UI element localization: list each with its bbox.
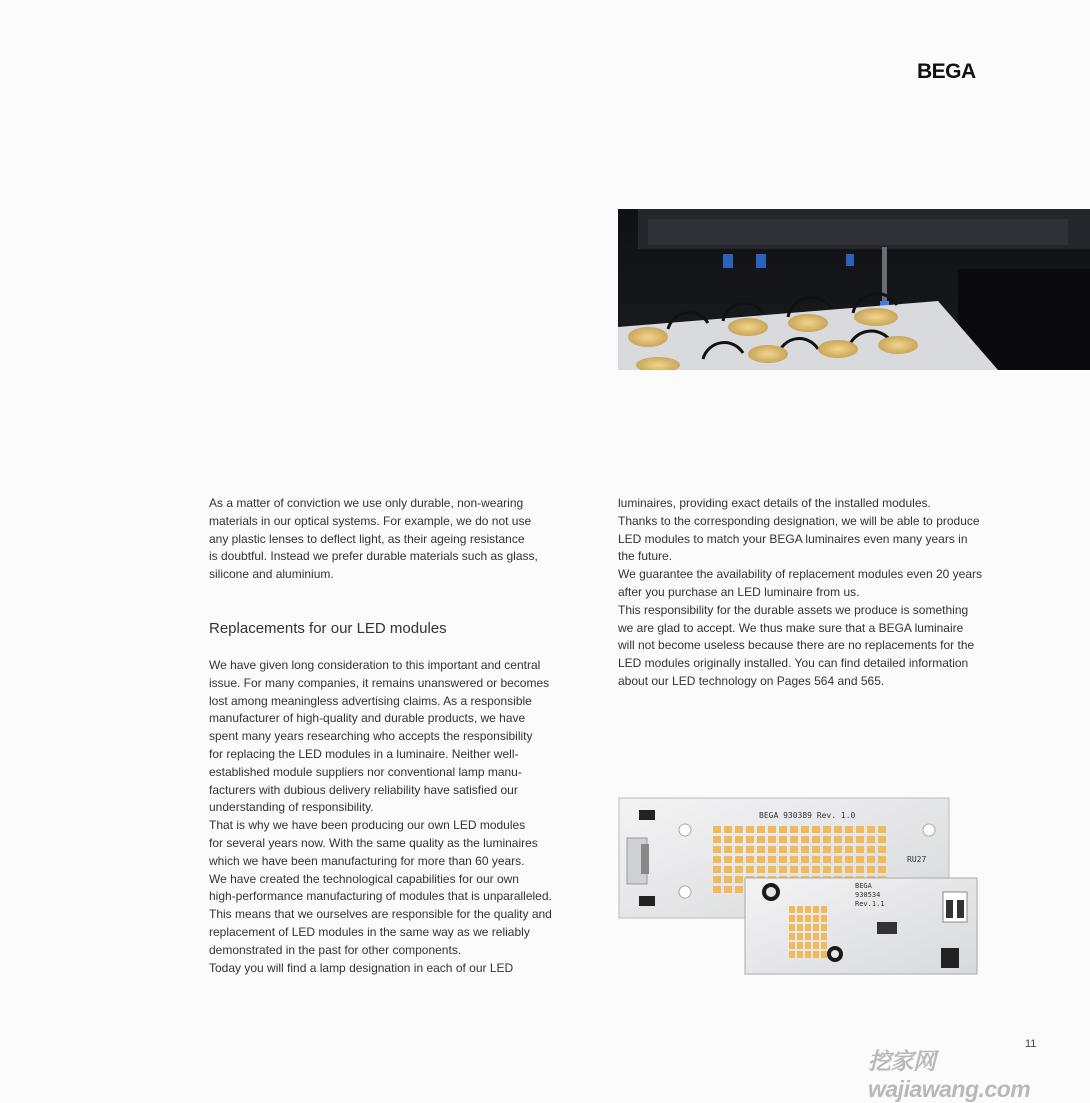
led-chip bbox=[821, 942, 827, 949]
led-chip bbox=[713, 846, 721, 853]
led-chip bbox=[812, 826, 820, 833]
led-chip bbox=[805, 942, 811, 949]
text-line: replacement of LED modules in the same way as we reliably bbox=[209, 924, 530, 939]
text-line: LED modules to match your BEGA luminaires even many years in bbox=[618, 531, 968, 546]
led-chip bbox=[813, 951, 819, 958]
led-chip bbox=[724, 876, 732, 883]
led-chip bbox=[789, 915, 795, 922]
led-chip bbox=[812, 856, 820, 863]
text-line: we are glad to accept. We thus make sure that a BEGA luminaire bbox=[618, 620, 964, 635]
led-chip bbox=[812, 836, 820, 843]
led-chip bbox=[779, 856, 787, 863]
led-chip bbox=[845, 856, 853, 863]
led-chip bbox=[713, 866, 721, 873]
text-line: This means that we ourselves are responsible for the quality and bbox=[209, 907, 552, 922]
led-chip bbox=[867, 866, 875, 873]
text-line: any plastic lenses to deflect light, as their ageing resistance bbox=[209, 531, 525, 546]
production-photo bbox=[618, 209, 1090, 370]
text-line: facturers with dubious delivery reliability have satisfied our bbox=[209, 782, 518, 797]
led-chip bbox=[867, 856, 875, 863]
led-chip bbox=[713, 836, 721, 843]
led-chip bbox=[735, 846, 743, 853]
text-line: luminaires, providing exact details of the installed modules. bbox=[618, 496, 931, 510]
led-chip bbox=[757, 826, 765, 833]
led-chip bbox=[779, 826, 787, 833]
led-chip bbox=[856, 866, 864, 873]
led-chip bbox=[797, 915, 803, 922]
led-chip bbox=[813, 933, 819, 940]
page-number: 11 bbox=[1025, 1038, 1037, 1050]
led-chip bbox=[801, 846, 809, 853]
led-chip bbox=[790, 826, 798, 833]
led-chip bbox=[867, 826, 875, 833]
led-chip bbox=[813, 915, 819, 922]
led-chip bbox=[821, 915, 827, 922]
led-chip bbox=[834, 846, 842, 853]
led-chip bbox=[821, 906, 827, 913]
text-line: after you purchase an LED luminaire from us. bbox=[618, 584, 860, 599]
text-line: We have created the technological capabilities for our own bbox=[209, 871, 519, 886]
led-chip bbox=[856, 856, 864, 863]
text-line: which we have been manufacturing for more than 60 years. bbox=[209, 853, 525, 868]
led-chip bbox=[805, 906, 811, 913]
led-chip bbox=[789, 924, 795, 931]
led-chip bbox=[856, 846, 864, 853]
led-chip bbox=[790, 856, 798, 863]
led-chip bbox=[746, 856, 754, 863]
led-chip bbox=[856, 836, 864, 843]
led-chip bbox=[768, 856, 776, 863]
led-chip bbox=[812, 866, 820, 873]
led-chip bbox=[834, 866, 842, 873]
led-chip bbox=[878, 866, 886, 873]
led-chip bbox=[789, 951, 795, 958]
led-chip bbox=[789, 942, 795, 949]
text-line: understanding of responsibility. bbox=[209, 800, 374, 815]
text-line: will not become useless because there are no replacements for the bbox=[618, 638, 975, 653]
led-chip bbox=[768, 846, 776, 853]
text-line: about our LED technology on Pages 564 and 565. bbox=[618, 673, 885, 688]
led-chip bbox=[735, 866, 743, 873]
led-chip bbox=[823, 826, 831, 833]
led-chip bbox=[823, 856, 831, 863]
small-board-label-2: 930534 bbox=[855, 891, 881, 899]
led-chip bbox=[724, 856, 732, 863]
text-line: for replacing the LED modules in a luminaire. Neither well- bbox=[209, 746, 519, 761]
led-chip bbox=[813, 924, 819, 931]
led-chip bbox=[845, 836, 853, 843]
led-chip bbox=[724, 886, 732, 893]
led-chip bbox=[878, 836, 886, 843]
led-chip bbox=[757, 836, 765, 843]
watermark: 挖家网 wajiawang.com bbox=[868, 1048, 1031, 1102]
led-chip bbox=[746, 846, 754, 853]
led-chip bbox=[746, 836, 754, 843]
text-line: the future. bbox=[618, 549, 673, 564]
led-chip bbox=[789, 906, 795, 913]
led-chip bbox=[823, 836, 831, 843]
led-chip bbox=[845, 826, 853, 833]
text-line: lost among meaningless advertising claims. As a responsible bbox=[209, 693, 532, 708]
led-chip bbox=[790, 846, 798, 853]
text-line: manufacturer of high-quality and durable products, we have bbox=[209, 711, 526, 726]
led-chip bbox=[779, 846, 787, 853]
led-chip bbox=[813, 906, 819, 913]
text-line: LED modules originally installed. You can find detailed information bbox=[618, 656, 969, 671]
text-line: We have given long consideration to this important and central bbox=[209, 658, 541, 672]
led-chip bbox=[797, 951, 803, 958]
led-chip bbox=[735, 856, 743, 863]
text-line: As a matter of conviction we use only durable, non-wearing bbox=[209, 496, 524, 510]
small-board-label-3: Rev.1.1 bbox=[855, 900, 885, 908]
led-chip bbox=[823, 846, 831, 853]
led-chip bbox=[878, 826, 886, 833]
text-line: issue. For many companies, it remains unanswered or becomes bbox=[209, 675, 550, 690]
led-chip bbox=[805, 924, 811, 931]
led-chip bbox=[801, 856, 809, 863]
led-manufacturing-image bbox=[618, 209, 1090, 370]
text-line: for several years now. With the same quality as the luminaires bbox=[209, 835, 538, 850]
led-chip bbox=[856, 826, 864, 833]
led-chip bbox=[757, 856, 765, 863]
led-chip bbox=[713, 856, 721, 863]
led-chip bbox=[713, 876, 721, 883]
text-line: That is why we have been producing our own LED modules bbox=[209, 818, 526, 833]
led-chip bbox=[779, 866, 787, 873]
led-chip bbox=[746, 826, 754, 833]
large-board-code: RU27 bbox=[907, 855, 927, 864]
small-board-label-1: BEGA bbox=[855, 882, 872, 890]
led-chip bbox=[724, 866, 732, 873]
led-chip bbox=[757, 866, 765, 873]
led-chip bbox=[789, 933, 795, 940]
text-line: spent many years researching who accepts the responsibility bbox=[209, 729, 533, 744]
led-chip bbox=[801, 836, 809, 843]
led-chip bbox=[834, 856, 842, 863]
left-body-text bbox=[209, 657, 554, 977]
text-line: established module suppliers nor conventional lamp manu- bbox=[209, 764, 522, 779]
led-chip bbox=[779, 836, 787, 843]
led-chip bbox=[797, 906, 803, 913]
led-chip bbox=[713, 826, 721, 833]
led-chip bbox=[790, 866, 798, 873]
led-chip bbox=[735, 886, 743, 893]
led-chip bbox=[845, 846, 853, 853]
led-chip bbox=[823, 866, 831, 873]
led-chip bbox=[797, 924, 803, 931]
text-line: high-performance manufacturing of modules that is unparalleled. bbox=[209, 889, 552, 904]
led-chip bbox=[735, 826, 743, 833]
led-chip bbox=[768, 826, 776, 833]
led-module-photo bbox=[617, 796, 979, 976]
right-body-text bbox=[618, 495, 988, 691]
led-chip bbox=[867, 836, 875, 843]
led-chip bbox=[821, 933, 827, 940]
led-chip bbox=[805, 915, 811, 922]
led-chip bbox=[768, 836, 776, 843]
led-chip bbox=[735, 876, 743, 883]
led-chip bbox=[746, 866, 754, 873]
text-line: materials in our optical systems. For example, we do not use bbox=[209, 513, 532, 528]
led-chip bbox=[801, 866, 809, 873]
text-line: silicone and aluminium. bbox=[209, 567, 334, 582]
led-chip bbox=[834, 826, 842, 833]
section-heading: Replacements for our LED modules bbox=[209, 620, 447, 637]
led-chip bbox=[878, 846, 886, 853]
text-line: Today you will find a lamp designation in each of our LED bbox=[209, 960, 514, 975]
led-chip bbox=[724, 826, 732, 833]
led-chip bbox=[805, 951, 811, 958]
led-chip bbox=[813, 942, 819, 949]
text-line: demonstrated in the past for other components. bbox=[209, 942, 462, 957]
led-chip bbox=[801, 826, 809, 833]
led-chip bbox=[797, 933, 803, 940]
text-line: Thanks to the corresponding designation, we will be able to produce bbox=[618, 513, 980, 528]
led-chip bbox=[797, 942, 803, 949]
led-chip bbox=[821, 951, 827, 958]
text-line: is doubtful. Instead we prefer durable materials such as glass, bbox=[209, 549, 538, 564]
led-chip bbox=[821, 924, 827, 931]
led-chip bbox=[768, 866, 776, 873]
led-chip bbox=[805, 933, 811, 940]
led-chip bbox=[845, 866, 853, 873]
led-chip bbox=[812, 846, 820, 853]
bega-logo: BEGA bbox=[917, 60, 976, 83]
text-line: This responsibility for the durable assets we produce is something bbox=[618, 602, 969, 617]
led-chip bbox=[834, 836, 842, 843]
led-chip bbox=[867, 846, 875, 853]
led-chip bbox=[878, 856, 886, 863]
text-line: We guarantee the availability of replacement modules even 20 years bbox=[618, 567, 982, 582]
led-chip bbox=[724, 846, 732, 853]
led-chip bbox=[724, 836, 732, 843]
led-chip bbox=[735, 836, 743, 843]
intro-paragraph bbox=[209, 495, 554, 584]
led-chip bbox=[757, 846, 765, 853]
led-chip bbox=[790, 836, 798, 843]
large-board-label: BEGA 930389 Rev. 1.0 bbox=[759, 811, 856, 820]
led-module-boards-image bbox=[617, 796, 979, 976]
led-chip bbox=[713, 886, 721, 893]
